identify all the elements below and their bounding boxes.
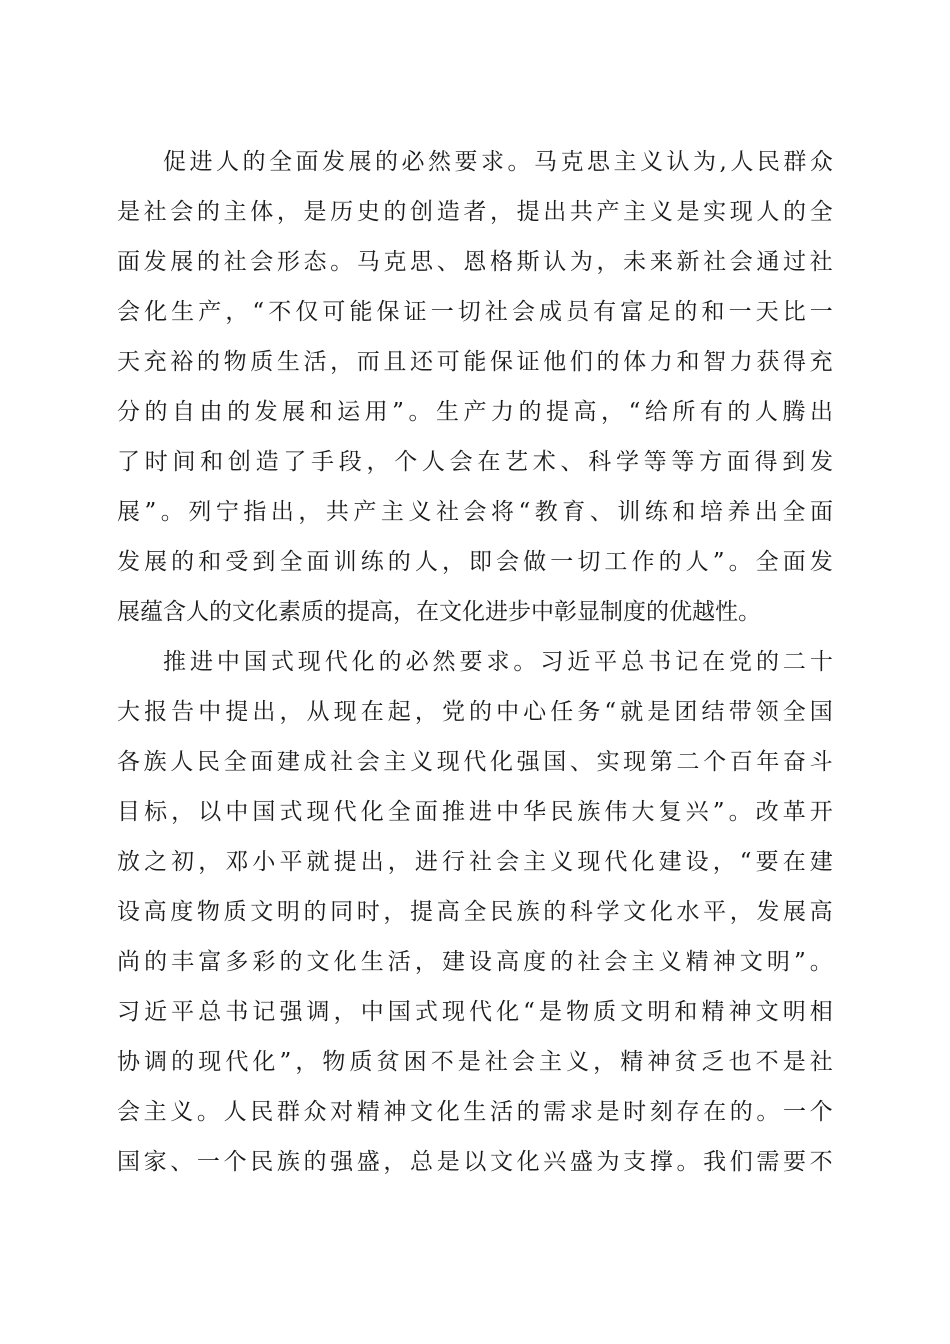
body-text [117, 137, 833, 1187]
text-line: 各 族 人 民 全 面 建 成 社 会 主 义 现 代 化 强 国 、 实 现 第 二 个 百 年 奋 斗 [117, 749, 833, 775]
text-line: 发 展 的 和 受 到 全 面 训 练 的 人 ， 即 会 做 一 切 工 作 的 人 ” 。 全 面 发 [117, 549, 833, 575]
text-line: 推 进 中 国 式 现 代 化 的 必 然 要 求 。 习 近 平 总 书 记 在 党 的 二 十 [163, 649, 833, 675]
text-line: 大 报 告 中 提 出 ， 从 现 在 起 ， 党 的 中 心 任 务 “ 就 是 团 结 带 领 全 国 [117, 699, 833, 725]
text-line: 会 主 义 。 人 民 群 众 对 精 神 文 化 生 活 的 需 求 是 时 刻 存 在 的 。 一 个 [117, 1099, 833, 1125]
text-line: 是 社 会 的 主 体 ， 是 历 史 的 创 造 者 ， 提 出 共 产 主 义 是 实 现 人 的 全 [117, 199, 833, 225]
text-line: 了 时 间 和 创 造 了 手 段 ， 个 人 会 在 艺 术 、 科 学 等 等 方 面 得 到 发 [117, 449, 833, 475]
text-line: 尚 的 丰 富 多 彩 的 文 化 生 活 ， 建 设 高 度 的 社 会 主 义 精 神 文 明 ” 。 [117, 949, 833, 975]
text-line: 分 的 自 由 的 发 展 和 运 用 ” 。 生 产 力 的 提 高 ， “ 给 所 有 的 人 腾 出 [117, 399, 833, 425]
text-line: 会 化 生 产 ， “ 不 仅 可 能 保 证 一 切 社 会 成 员 有 富 足 的 和 一 天 比 一 [117, 299, 833, 325]
text-line: 天 充 裕 的 物 质 生 活 ， 而 且 还 可 能 保 证 他 们 的 体 力 和 智 力 获 得 充 [117, 349, 833, 375]
text-line: 展 蕴 含 人 的 文 化 素 质 的 提 高 ， 在 文 化 进 步 中 彰 显 制 度 的 优 越 性 。 [117, 599, 761, 625]
text-line: 目 标 ， 以 中 国 式 现 代 化 全 面 推 进 中 华 民 族 伟 大 复 兴 ” 。 改 革 开 [117, 799, 833, 825]
text-line: 促 进 人 的 全 面 发 展 的 必 然 要 求 。 马 克 思 主 义 认 为 , 人 民 群 众 [163, 149, 833, 175]
text-line: 展 ” 。 列 宁 指 出 ， 共 产 主 义 社 会 将 “ 教 育 、 训 练 和 培 养 出 全 面 [117, 499, 833, 525]
text-line: 习 近 平 总 书 记 强 调 ， 中 国 式 现 代 化 “ 是 物 质 文 明 和 精 神 文 明 相 [117, 999, 833, 1025]
text-line: 面 发 展 的 社 会 形 态 。 马 克 思 、 恩 格 斯 认 为 ， 未 来 新 社 会 通 过 社 [117, 249, 833, 275]
text-line: 协 调 的 现 代 化 ” ， 物 质 贫 困 不 是 社 会 主 义 ， 精 神 贫 乏 也 不 是 社 [117, 1049, 833, 1075]
text-line: 放 之 初 ， 邓 小 平 就 提 出 ， 进 行 社 会 主 义 现 代 化 建 设 ， “ 要 在 建 [117, 849, 833, 875]
text-line: 设 高 度 物 质 文 明 的 同 时 ， 提 高 全 民 族 的 科 学 文 化 水 平 ， 发 展 高 [117, 899, 833, 925]
text-line: 国 家 、 一 个 民 族 的 强 盛 ， 总 是 以 文 化 兴 盛 为 支 撑 。 我 们 需 要 不 [117, 1149, 833, 1175]
